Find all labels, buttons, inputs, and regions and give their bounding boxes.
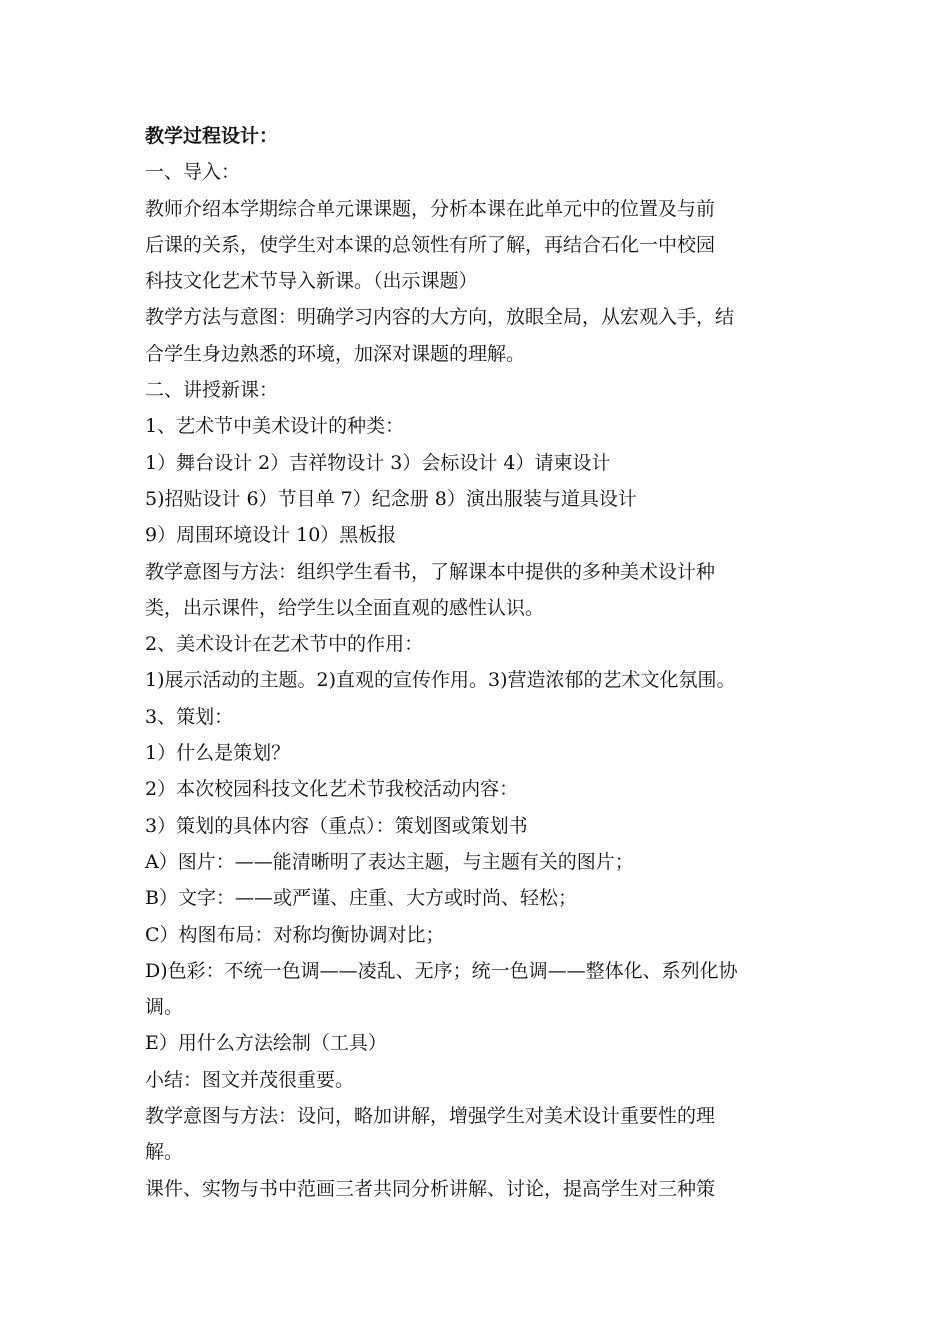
list-item: 1）舞台设计 2）吉祥物设计 3）会标设计 4）请柬设计 [145, 451, 611, 474]
subheading-intro: 一、导入： [145, 161, 241, 184]
summary-line: 小结：图文并茂很重要。 [145, 1068, 355, 1091]
text-line: 合学生身边熟悉的环境，加深对课题的理解。 [145, 342, 526, 365]
list-item: 1）什么是策划？ [145, 742, 291, 765]
text-line: 调。 [145, 996, 184, 1019]
list-item: D)色彩：不统一色调——凌乱、无序；统一色调——整体化、系列化协 [145, 959, 738, 982]
list-item: 3）策划的具体内容（重点）：策划图或策划书 [145, 814, 528, 837]
subheading-new-lesson: 二、讲授新课： [145, 379, 279, 402]
document-body [145, 118, 825, 1207]
list-item: B）文字：——或严谨、庄重、大方或时尚、轻松； [145, 887, 577, 910]
text-line: 科技文化艺术节导入新课。（出示课题） [145, 270, 478, 293]
list-item: 5)招贴设计 6）节目单 7）纪念册 8）演出服装与道具设计 [145, 487, 637, 510]
list-heading: 3、策划： [145, 705, 234, 728]
list-item: A）图片：——能清晰明了表达主题，与主题有关的图片； [145, 850, 634, 873]
text-line: 后课的关系，使学生对本课的总领性有所了解，再结合石化一中校园 [145, 233, 716, 256]
text-line: 类，出示课件，给学生以全面直观的感性认识。 [145, 596, 545, 619]
text-line: 教师介绍本学期综合单元课课题，分析本课在此单元中的位置及与前 [145, 197, 716, 220]
list-item: 1)展示活动的主题。2)直观的宣传作用。3)营造浓郁的艺术文化氛围。 [145, 669, 736, 692]
list-item: 2）本次校园科技文化艺术节我校活动内容： [145, 778, 519, 801]
text-line: 教学意图与方法：设问，略加讲解，增强学生对美术设计重要性的理 [145, 1105, 716, 1128]
text-line: 教学意图与方法：组织学生看书，了解课本中提供的多种美术设计种 [145, 560, 716, 583]
text-line: 教学方法与意图：明确学习内容的大方向，放眼全局，从宏观入手，结 [145, 306, 735, 329]
text-line: 解。 [145, 1141, 184, 1164]
text-line: 课件、实物与书中范画三者共同分析讲解、讨论，提高学生对三种策 [145, 1177, 716, 1200]
list-item: 9）周围环境设计 10）黑板报 [145, 524, 397, 547]
list-heading: 1、艺术节中美术设计的种类： [145, 415, 405, 438]
list-heading: 2、美术设计在艺术节中的作用： [145, 633, 424, 656]
section-heading: 教学过程设计： [145, 125, 279, 147]
list-item: C）构图布局：对称均衡协调对比； [145, 923, 445, 946]
list-item: E）用什么方法绘制（工具） [145, 1032, 387, 1055]
